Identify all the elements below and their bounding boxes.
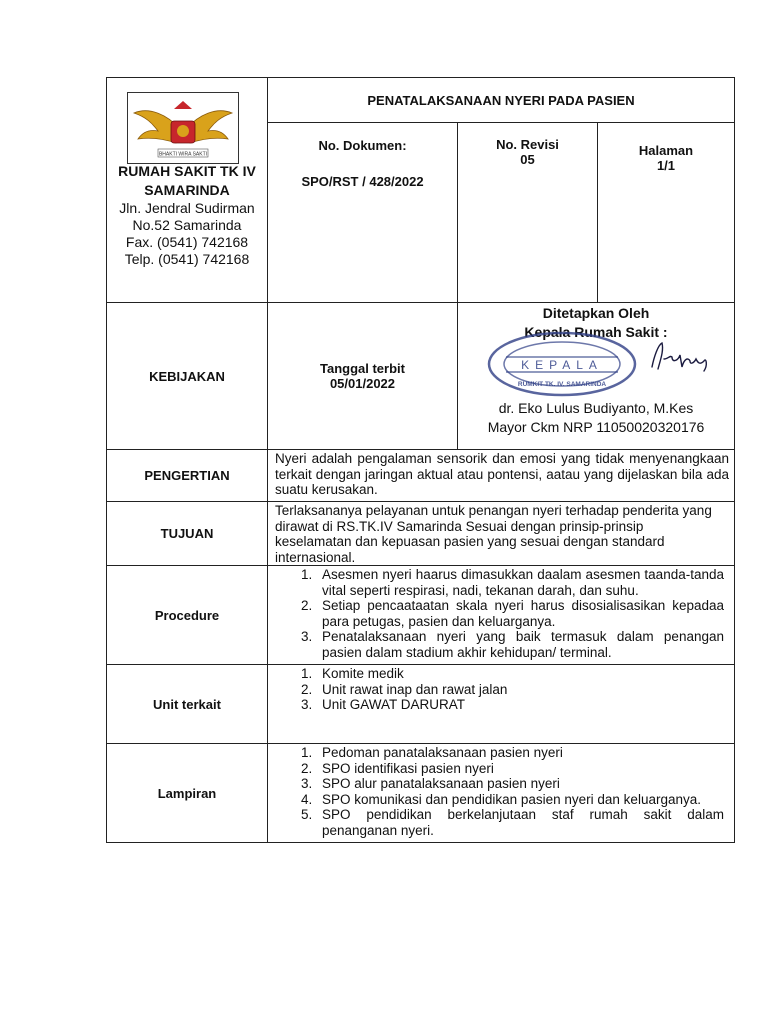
- list-item: 2. Setiap pencaataatan skala nyeri harus disosialisasikan kepadaa para petugas, pasien dan keluarganya.: [316, 598, 724, 629]
- address-line: Jln. Jendral Sudirman: [119, 200, 255, 216]
- approval-line-1: Ditetapkan Oleh: [542, 305, 650, 321]
- list-item: 2. SPO identifikasi pasien nyeri: [316, 761, 724, 777]
- hospital-identity-cell: [106, 77, 268, 303]
- kebijakan-label-cell: [106, 302, 268, 450]
- page-cell: [597, 122, 735, 303]
- spo-document: [106, 77, 735, 843]
- lampiran-label-cell: [106, 743, 268, 843]
- issue-date-label: Tanggal terbit: [320, 361, 405, 376]
- signature-icon: [644, 337, 714, 377]
- logo-motto: BHAKTI WIRA SAKTI: [158, 151, 208, 158]
- pengertian-label: PENGERTIAN: [144, 468, 230, 483]
- document-title-cell: [267, 77, 735, 123]
- page-label: Halaman: [638, 143, 694, 158]
- issue-date-value: 05/01/2022: [329, 376, 396, 391]
- unit-terkait-list: [268, 666, 724, 713]
- hospital-logo: [127, 92, 239, 164]
- list-item: 1. Pedoman panatalaksanaan pasien nyeri: [316, 745, 724, 761]
- tujuan-label-cell: [106, 501, 268, 566]
- garuda-emblem-icon: [128, 93, 238, 163]
- lampiran-content-cell: [267, 743, 735, 843]
- signatory-name: dr. Eko Lulus Budiyanto, M.Kes: [498, 400, 694, 416]
- tujuan-content-cell: [267, 501, 735, 566]
- fax-line: Fax. (0541) 742168: [125, 234, 249, 250]
- procedure-content-cell: [267, 565, 735, 665]
- official-stamp-icon: [484, 329, 644, 399]
- approval-cell: [457, 302, 735, 450]
- revision-cell: [457, 122, 598, 303]
- tujuan-text: Terlaksananya pelayanan untuk penangan nyeri terhadap penderita yang dirawat di RS.TK.IV Samarinda Sesuai dengan prinsip-prinsip keselamatan dan kepuasan pasien yang sesuai dengan standard internasional.: [275, 503, 712, 565]
- list-item: 2. Unit rawat inap dan rawat jalan: [316, 682, 724, 698]
- lampiran-list: [268, 745, 724, 838]
- list-item: 4. SPO komunikasi dan pendidikan pasien nyeri dan keluarganya.: [316, 792, 724, 808]
- page-value: 1/1: [656, 158, 676, 173]
- doc-number-label: No. Dokumen:: [318, 138, 407, 153]
- lampiran-label: Lampiran: [157, 785, 217, 801]
- pengertian-text: Nyeri adalah pengalaman sensorik dan emosi yang tidak menyenangkaan terkait dengan jaringan aktual atau pontensi, aatau yang dijelaskan bila ada suatu kerusakan.: [275, 451, 729, 497]
- procedure-label: Procedure: [154, 607, 220, 623]
- procedure-list: [268, 567, 724, 660]
- document-title: PENATALAKSANAAN NYERI PADA PASIEN: [367, 92, 635, 108]
- list-item: 1. Asesmen nyeri haarus dimasukkan daalam asesmen taanda-tanda vital seperti respirasi, nadi, tekanan darah, dan suhu.: [316, 567, 724, 598]
- procedure-label-cell: [106, 565, 268, 665]
- unit-terkait-label: Unit terkait: [153, 696, 221, 712]
- phone-line: Telp. (0541) 742168: [124, 251, 250, 267]
- pengertian-label-cell: [106, 449, 268, 502]
- pengertian-content-cell: [267, 449, 735, 502]
- list-item: 1. Komite medik: [316, 666, 724, 682]
- doc-number-value: SPO/RST / 428/2022: [301, 174, 424, 189]
- list-item: 3. SPO alur panatalaksanaan pasien nyeri: [316, 776, 724, 792]
- unit-terkait-label-cell: [106, 664, 268, 744]
- tujuan-label: TUJUAN: [160, 526, 214, 541]
- doc-number-cell: [267, 122, 458, 303]
- stamp-center-text: KEPALA: [521, 358, 603, 372]
- revision-label: No. Revisi: [496, 137, 559, 152]
- hospital-name: RUMAH SAKIT TK IV SAMARINDA: [118, 163, 256, 198]
- approval-line-2: Kepala Rumah Sakit :: [524, 324, 668, 340]
- kebijakan-label: KEBIJAKAN: [149, 368, 225, 384]
- address-line: No.52 Samarinda: [132, 217, 242, 233]
- unit-terkait-content-cell: [267, 664, 735, 744]
- list-item: 5. SPO pendidikan berkelanjutaan staf rumah sakit dalam penanganan nyeri.: [316, 807, 724, 838]
- list-item: 3. Penatalaksanaan nyeri yang baik termasuk dalam penangan pasien dalam stadium akhir kehidupan/ terminal.: [316, 629, 724, 660]
- issue-date-cell: [267, 302, 458, 450]
- signatory-rank: Mayor Ckm NRP 11050020320176: [487, 419, 705, 435]
- list-item: 3. Unit GAWAT DARURAT: [316, 697, 724, 713]
- stamp-bottom-text: RUMKIT TK. IV. SAMARINDA: [517, 381, 607, 388]
- revision-value: 05: [520, 152, 535, 167]
